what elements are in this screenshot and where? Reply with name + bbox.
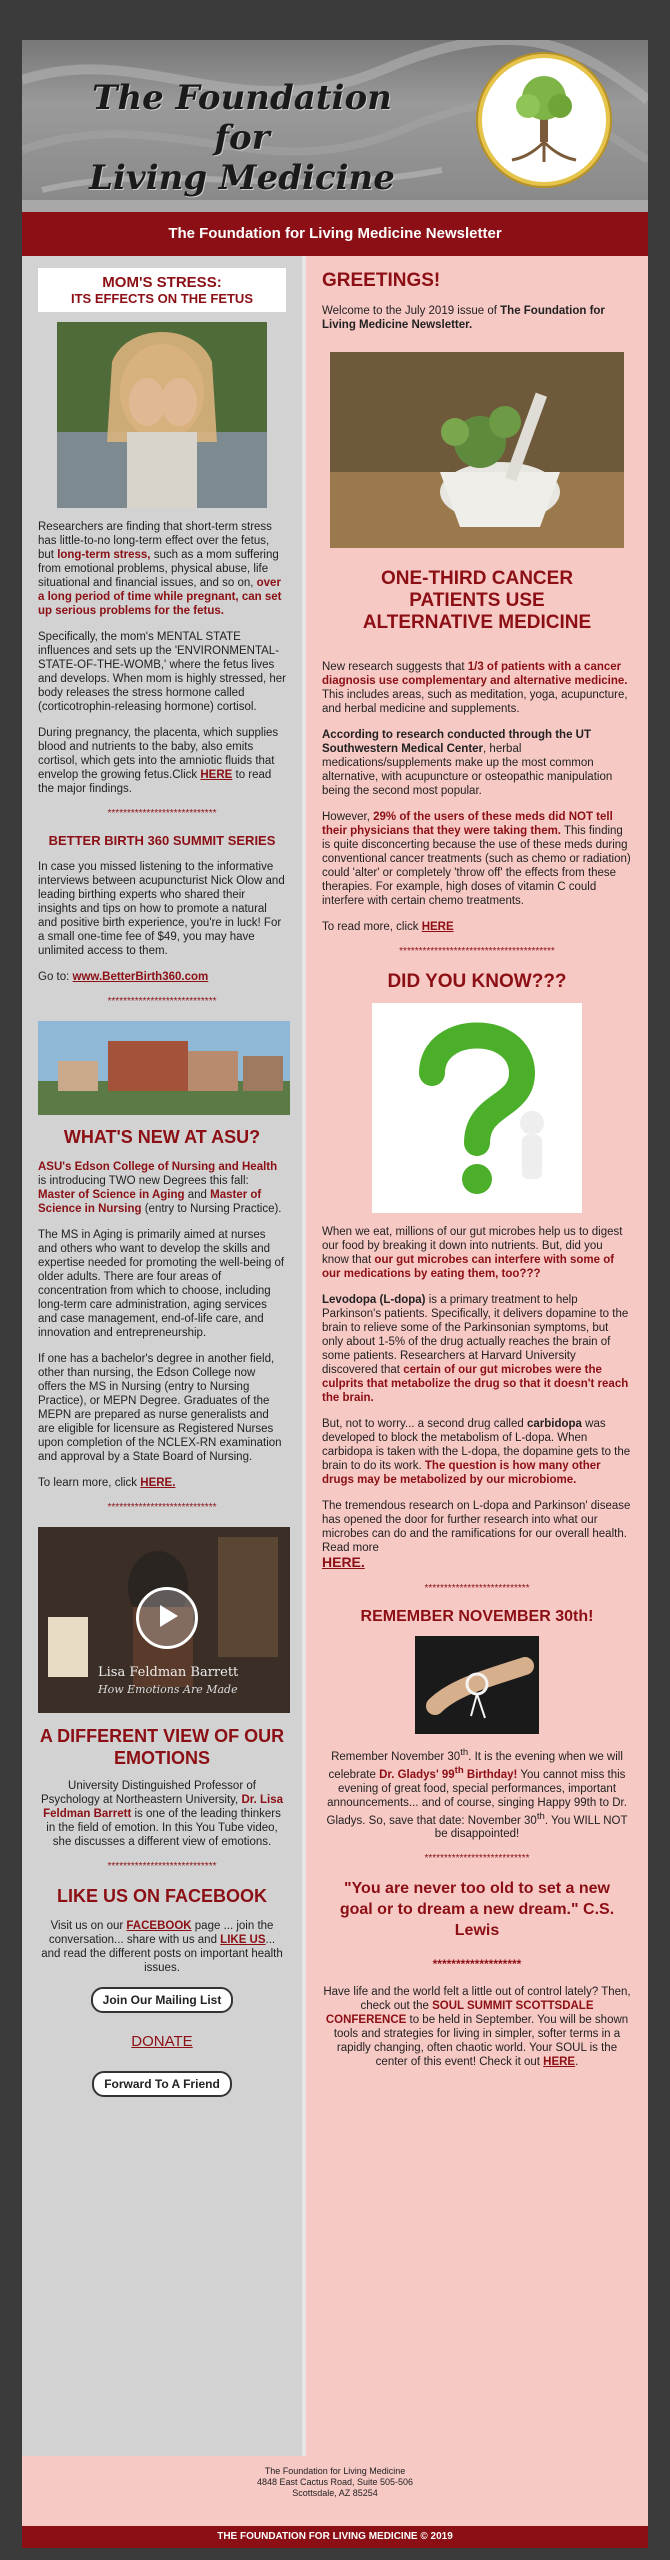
soul-summit-link[interactable]: HERE [543,2056,576,2069]
text-span: 29% of the users of these meds did NOT tell their physicians that they were taking them. [322,811,613,837]
donate-link[interactable]: DONATE [131,2033,193,2050]
text-span: The Foundation for Living Medicine Newsletter. [322,305,605,331]
forward-to-friend-button[interactable]: Forward To A Friend [92,2071,232,2097]
divider-stars: **************************** [107,996,217,1007]
play-button-icon[interactable] [136,1587,198,1649]
stress-heading-box [38,268,286,312]
cancer-more [322,920,632,934]
asu-link[interactable]: HERE. [140,1477,176,1489]
text-span: Visit us on our [50,1920,127,1932]
header-banner [22,40,648,200]
divider-stars: **************************** [107,1502,217,1513]
left-column [22,256,306,2456]
text-span: Birthday! [463,1768,518,1781]
text-span: ... and read the different posts on important health issues. [41,1934,283,1974]
text-span: page ... join the conversation... share with us and [48,1920,274,1946]
text-span: 1/3 of patients with a cancer diagnosis use complementary and alternative medicine. [322,661,628,687]
text-span: th [454,1764,464,1776]
stress-title: MOM'S STRESS: [102,274,222,291]
asu-paragraph-1 [38,1160,286,1216]
betterbirth-link[interactable]: www.BetterBirth360.com [72,971,209,983]
text-span: is one of the leading thinkers in the field of emotion. In this You Tube video, she discusses a different view of emotions. [46,1808,281,1848]
question-mark-figure-image [372,1003,582,1213]
text-span: our gut microbes can interfere with some of our medications by eating them, too??? [322,1254,615,1280]
dyk-paragraph-4 [322,1499,632,1571]
asu-paragraph-2: The MS in Aging is primarily aimed at nurses and others who want to develop the skills and expertise needed for promoting the well-being of older adults. There are four areas of concentration from which to choose, including long-term care administration, aging services and case management, end-of-life care, and innovation and entrepreneurship. [38,1229,285,1339]
text-span: New research suggests that [322,661,468,673]
text-span: To learn more, click [38,1477,141,1489]
text-span: is a primary treatment to help Parkinson's patients. Specifically, it delivers dopamine to the brain to relieve some of the Parkinsonian symptoms, but only about 1-5% of the drug actually reaches the brain of some patients. Researchers at Harvard University discovered that [322,1294,629,1376]
top-bar [0,0,670,40]
cancer-link[interactable]: HERE [421,921,454,933]
text-span: long-term stress, [57,549,151,561]
text-span: . It is the evening when we will celebrate [328,1750,623,1781]
text-span: During pregnancy, the placenta, which supplies blood and nutrients to the baby, also emits cortisol, which gets into the amniotic fluids that envelop the growing fetus.Click [38,727,279,781]
text-span: This finding is quite disconcerting because the use of these meds during conventional cancer treatments (such as chemo or radiation) could 'alter' or completely 'throw off' the effects from these therapies. For example, high doses of vitamin C could interfere with certain chemo treatments. [322,825,631,907]
text-span: and [184,1189,211,1201]
footer-city: Scottsdale, AZ 85254 [292,2488,378,2498]
text-span: Levodopa (L-dopa) [322,1294,426,1306]
asu-campus-photo [38,1021,290,1115]
emotions-title: A DIFFERENT VIEW OF OUR EMOTIONS [39,1726,285,1768]
text-span: When we eat, millions of our gut microbes help us to digest our food by breaking it down into nutrients. But, did you know that [322,1226,623,1266]
text-span: . You WILL NOT be disappointed! [434,1814,628,1841]
text-span: Dr. Lisa Feldman Barrett [43,1794,284,1820]
text-span: According to research conducted through the UT Southwestern Medical Center [322,729,591,755]
text-span: However, [322,811,374,823]
november-paragraph [322,1746,632,1841]
footer-org-name: The Foundation for Living Medicine [264,2466,406,2476]
emotions-paragraph [38,1779,286,1849]
footer-copyright-bar: THE FOUNDATION FOR LIVING MEDICINE © 2019 [22,2526,648,2548]
page-title [62,78,422,198]
november-title: REMEMBER NOVEMBER 30th! [360,1608,594,1625]
stress-subtitle: ITS EFFECTS ON THE FETUS [70,291,253,306]
divider-stars: *************************** [424,1583,530,1594]
divider-stars: ******************* [432,1957,522,1972]
text-span: ASU's Edson College of Nursing and Health [38,1161,278,1173]
right-column [306,256,648,2456]
newsletter [22,40,648,2548]
dyk-paragraph-1 [322,1225,632,1281]
text-span: SOUL SUMMIT SCOTTSDALE CONFERENCE [325,2000,594,2027]
facebook-paragraph [38,1919,286,1975]
text-span: certain of our gut microbes were the culprits that metabolize the drug so that it doesn't reach the brain. [322,1364,629,1404]
stress-paragraph-1 [38,520,286,618]
cancer-paragraph-3 [322,810,632,908]
dyk-link[interactable]: HERE. [322,1554,365,1570]
facebook-title: LIKE US ON FACEBOOK [56,1886,267,1906]
join-mailing-list-button[interactable]: Join Our Mailing List [91,1987,234,2013]
text-span: Master of Science in Nursing [38,1189,262,1215]
text-span: Remember November 30 [331,1750,461,1763]
video-caption-book: How Emotions Are Made [98,1683,238,1696]
text-span: such as a mom suffering from emotional problems, physical abuse, life situational and financial issues, and so on, [38,549,279,589]
greetings-title: GREETINGS! [322,270,441,291]
asu-more [38,1476,286,1490]
video-caption-name: Lisa Feldman Barrett [98,1665,239,1680]
text-span: (entry to Nursing Practice). [141,1203,282,1215]
title-line-2: Living Medicine [89,158,395,198]
did-you-know-title: DID YOU KNOW??? [387,971,567,992]
dyk-paragraph-3 [322,1417,632,1487]
stress-paragraph-2: Specifically, the mom's MENTAL STATE influences and sets up the 'ENVIRONMENTAL-STATE-OF-THE-WOMB,' where the fetus lives and develops. When mom is highly stressed, her body releases the stress hormone called (corticotrophin-releasing hormone) cortisol. [38,631,287,713]
text-span: The question is how many other drugs may be metabolized by our microbiome. [322,1460,601,1486]
text-span: Researchers are finding that short-term stress has little-to-no long-term effect over the fetus, but [38,521,272,561]
divider-stars: **************************************** [399,946,555,957]
text-span: The tremendous research on L-dopa and Parkinson' disease has opened the door for further research into what our microbes can do and the ramifications for our overall health. Read more [322,1500,631,1554]
newsletter-bar: The Foundation for Living Medicine Newsletter [22,200,648,256]
summit-paragraph: In case you missed listening to the informative interviews between acupuncturist Nick Olow and leading birthing experts who shared their insights and tips on how to promote a natural and positive birth experience, you're in luck! For a small one-time fee of $49, you may have unlimited access to them. [38,861,285,957]
text-span: Dr. Gladys' 99 [379,1768,455,1781]
stress-findings-link[interactable]: HERE [200,769,233,781]
cancer-title: ONE-THIRD CANCER PATIENTS USE ALTERNATIVE MEDICINE [362,568,592,633]
text-span: is introducing TWO new Degrees this fall: [38,1175,249,1187]
text-span: This includes areas, such as meditation, yoga, acupuncture, and herbal medicine and supplements. [322,689,628,715]
divider-stars: *************************** [424,1853,530,1865]
content-columns [22,256,648,2456]
summit-go [38,970,286,984]
text-span: to be held in September. You will be shown tools and strategies for living in simpler, softer terms in a rapidly changing, often chaotic world. Your SOUL is the center of this event! Check it out [333,2014,629,2069]
divider-stars: **************************** [107,1861,217,1872]
text-span: to read the major findings. [38,769,272,795]
text-span: Go to: [38,971,73,983]
stress-paragraph-3 [38,726,286,796]
text-span: University Distinguished Professor of Psychology at Northeastern University, [40,1780,256,1806]
asu-title: WHAT'S NEW AT ASU? [63,1127,261,1147]
dyk-paragraph-2 [322,1293,632,1405]
facebook-link[interactable]: FACEBOOK [126,1920,192,1932]
text-span: Welcome to the July 2019 issue of [322,305,501,317]
tree-logo-icon [478,54,610,186]
text-span: You cannot miss this evening of great food, special performances, important announcements... and of course, singing Happy 99th to Dr. Gladys. So, save that date: November 30 [326,1768,627,1827]
text-span: th [460,1747,469,1758]
text-span: was developed to block the metabolism of L-dopa. When carbidopa is taken with the L-dopa, the dopamine gets to the brain to do its work. [322,1418,631,1472]
mortar-pestle-photo [330,352,624,548]
asu-paragraph-3: If one has a bachelor's degree in another field, other than nursing, the Edson College now offers the MS in Nursing (entry to Nursing Practice), or MEPN Degree. Graduates of the MEPN are prepared as nurse generalists and are eligible for licensure as Registered Nurses upon completion of the NCLEX-RN examination and approval by a State Board of Nursing. [38,1353,282,1463]
footer [22,2456,648,2526]
divider-stars: **************************** [107,808,217,819]
text-span: over a long period of time while pregnant, can set up serious problems for the fetus. [38,577,282,617]
text-span: Have life and the world felt a little out of control lately? Then, check out the [323,1986,631,2013]
summit-title: BETTER BIRTH 360 SUMMIT SERIES [48,833,276,848]
text-span: Master of Science in Aging [38,1189,185,1201]
cancer-paragraph-1 [322,660,632,716]
like-us-link[interactable]: LIKE US [220,1934,266,1946]
text-span: carbidopa [526,1418,582,1430]
quote-text: "You are never too old to set a new goal or to dream a new dream." C.S. Lewis [339,1880,615,1940]
text-span: To read more, click [322,921,422,933]
text-span: . [575,2056,579,2069]
title-line-1: The Foundation for [92,78,392,158]
cancer-paragraph-2 [322,728,632,798]
text-span: th [536,1810,545,1822]
text-span: But, not to worry... a second drug called [322,1418,527,1430]
string-finger-photo [415,1636,539,1734]
greetings-paragraph [322,304,632,332]
soul-summit-paragraph [322,1985,632,2069]
footer-address: 4848 East Cactus Road, Suite 505-506 [256,2477,414,2487]
video-thumbnail[interactable] [38,1527,290,1713]
text-span: , herbal medications/supplements make up the most common alternative, with acupuncture or osteopathic manipulation being the second most popular. [322,743,613,797]
stressed-woman-photo [57,322,267,508]
